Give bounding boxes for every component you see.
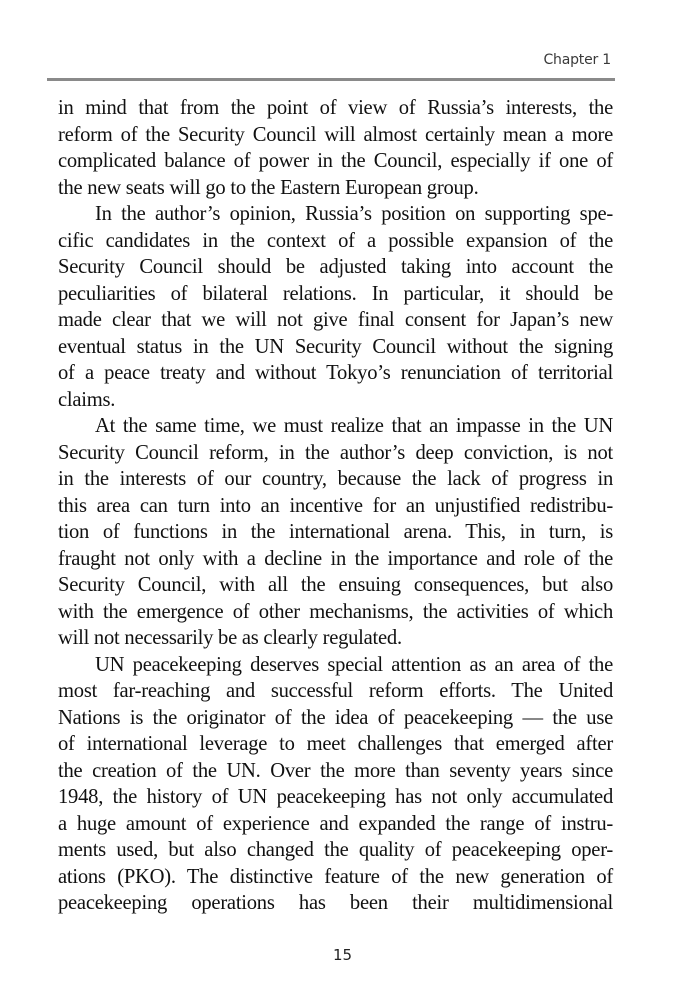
text-line: peculiarities of bilateral relations. In particular, it should be bbox=[58, 282, 613, 305]
text-line: cific candidates in the context of a possible expansion of the bbox=[58, 229, 613, 252]
text-line: peacekeeping operations has been their multidimensional bbox=[58, 892, 613, 914]
text-line: reform of the Security Council will almost certainly mean a more bbox=[58, 123, 613, 146]
text-line: a huge amount of experience and expanded the range of instru- bbox=[58, 812, 613, 835]
paragraph-first-line: At the same time, we must realize that an impasse in the UN bbox=[95, 415, 613, 437]
text-line: made clear that we will not give final consent for Japan’s new bbox=[58, 309, 613, 331]
text-line: ations (PKO). The distinctive feature of the new generation of bbox=[58, 865, 613, 888]
text-line: the creation of the UN. Over the more than seventy years since bbox=[58, 759, 613, 782]
header-rule bbox=[47, 78, 615, 81]
paragraph-first-line: UN peacekeeping deserves special attention as an area of the bbox=[95, 653, 613, 676]
text-line: this area can turn into an incentive for an unjustified redistribu- bbox=[58, 494, 613, 517]
text-line: Security Council should be adjusted taking into account the bbox=[58, 256, 613, 278]
text-line: most far-reaching and successful reform efforts. The United bbox=[58, 680, 613, 702]
text-line: Security Council reform, in the author’s deep conviction, is not bbox=[58, 441, 613, 464]
text-line: eventual status in the UN Security Council without the signing bbox=[58, 335, 613, 358]
text-line: of international leverage to meet challenges that emerged after bbox=[58, 733, 613, 755]
text-line: Nations is the originator of the idea of peacekeeping — the use bbox=[58, 706, 613, 729]
page-number: 15 bbox=[332, 946, 353, 964]
text-line: with the emergence of other mechanisms, the activities of which bbox=[58, 600, 613, 623]
running-head: Chapter 1 bbox=[543, 52, 611, 68]
text-line: ments used, but also changed the quality of peacekeeping oper- bbox=[58, 839, 613, 861]
text-line: 1948, the history of UN peacekeeping has not only accumulated bbox=[58, 786, 613, 808]
text-line: will not necessarily be as clearly regulated. bbox=[58, 627, 402, 649]
text-line: in mind that from the point of view of Russia’s interests, the bbox=[58, 97, 613, 119]
text-line: tion of functions in the international arena. This, in turn, is bbox=[58, 521, 613, 543]
paragraph-first-line: In the author’s opinion, Russia’s position on supporting spe- bbox=[95, 203, 613, 225]
body-text bbox=[58, 95, 613, 917]
text-line: of a peace treaty and without Tokyo’s renunciation of territorial bbox=[58, 362, 613, 384]
text-line: claims. bbox=[58, 388, 116, 411]
text-line: Security Council, with all the ensuing consequences, but also bbox=[58, 574, 613, 596]
text-line: fraught not only with a decline in the importance and role of the bbox=[58, 547, 613, 570]
text-line: the new seats will go to the Eastern European group. bbox=[58, 176, 479, 199]
text-line: complicated balance of power in the Council, especially if one of bbox=[58, 150, 613, 172]
text-line: in the interests of our country, because the lack of progress in bbox=[58, 468, 613, 490]
